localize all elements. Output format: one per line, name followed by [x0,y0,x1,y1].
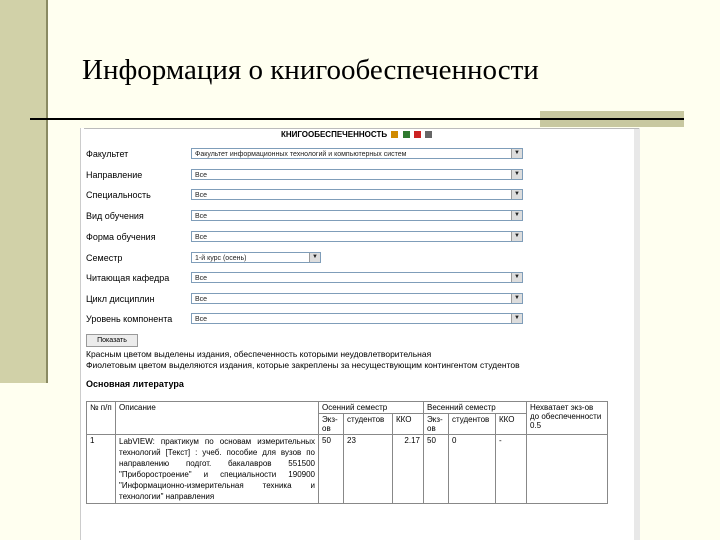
chevron-down-icon[interactable]: ▼ [511,294,522,303]
chevron-down-icon[interactable]: ▼ [511,149,522,158]
select-value: Факультет информационных технологий и компьютерных систем [195,151,407,158]
direction-select[interactable] [191,169,523,180]
embedded-screenshot [80,128,640,540]
chevron-down-icon[interactable]: ▼ [309,253,320,262]
row-spring-students: 0 [449,435,496,504]
component-level-select[interactable] [191,313,523,324]
select-value: Все [195,234,208,241]
header-autumn: Осенний семестр [319,402,424,414]
row-description: LabVIEW: практикум по основам измерительных технологий [Текст] : учеб. пособие для вузов по направлению подгот. бакалавров 551500 "Приборостроение" и специальности 190900 "Информационно-измерительная техника и технологии" направления [116,435,319,504]
chevron-down-icon[interactable]: ▼ [511,211,522,220]
header-spring-students: студентов [449,414,496,435]
table-header-row [87,402,608,414]
print-icon[interactable] [425,131,432,138]
add-icon[interactable] [403,131,410,138]
chevron-down-icon[interactable]: ▼ [511,232,522,241]
select-value: Все [195,316,208,323]
select-value: Все [195,192,208,199]
slide-title: Информация о книгообеспеченности [82,54,539,86]
select-value: Все [195,296,208,303]
filter-label: Специальность [86,190,151,200]
header-autumn-copies: Экз-ов [319,414,344,435]
header-num: № п/п [87,402,116,435]
semester-select[interactable] [191,252,321,263]
select-value: 1-й курс (осень) [195,255,247,262]
title-divider [30,118,684,120]
delete-icon[interactable] [414,131,421,138]
header-spring: Весенний семестр [424,402,527,414]
row-autumn-copies: 50 [319,435,344,504]
study-form-select[interactable] [191,231,523,242]
header-missing: Нехватает экз-ов до обеспеченности 0.5 [527,402,608,435]
specialty-select[interactable] [191,189,523,200]
scrollbar[interactable] [634,128,640,540]
row-num: 1 [87,435,116,504]
form-header [81,130,632,144]
note-red: Красным цветом выделены издания, обеспеченность которыми неудовлетворительная [86,349,432,359]
header-spring-kko: ККО [496,414,527,435]
header-autumn-kko: ККО [393,414,424,435]
department-select[interactable] [191,272,523,283]
filter-label: Факультет [86,149,129,159]
select-value: Все [195,213,208,220]
filter-label: Вид обучения [86,211,144,221]
header-desc: Описание [116,402,319,435]
filter-label: Форма обучения [86,232,156,242]
table-row [87,435,608,504]
select-value: Все [195,275,208,282]
chevron-down-icon[interactable]: ▼ [511,273,522,282]
edit-icon[interactable] [391,131,398,138]
filter-label: Семестр [86,253,123,263]
screenshot-top-border [84,128,639,129]
row-missing [527,435,608,504]
slide-side-bar-edge [46,0,48,383]
discipline-cycle-select[interactable] [191,293,523,304]
chevron-down-icon[interactable]: ▼ [511,170,522,179]
row-autumn-students: 23 [344,435,393,504]
filter-label: Уровень компонента [86,314,173,324]
filter-label: Направление [86,170,143,180]
form-header-title: КНИГООБЕСПЕЧЕННОСТЬ [280,130,388,139]
header-spring-copies: Экз-ов [424,414,449,435]
row-autumn-kko: 2.17 [393,435,424,504]
chevron-down-icon[interactable]: ▼ [511,190,522,199]
filter-label: Читающая кафедра [86,273,170,283]
filter-label: Цикл дисциплин [86,294,155,304]
literature-table [86,401,608,504]
slide-side-bar [0,0,46,383]
row-spring-copies: 50 [424,435,449,504]
row-spring-kko: - [496,435,527,504]
header-autumn-students: студентов [344,414,393,435]
chevron-down-icon[interactable]: ▼ [511,314,522,323]
faculty-select[interactable] [191,148,523,159]
section-title: Основная литература [86,379,184,389]
note-purple: Фиолетовым цветом выделяются издания, которые закреплены за несуществующим контингентом студентов [86,360,520,370]
show-button[interactable]: Показать [86,334,138,347]
select-value: Все [195,172,208,179]
study-type-select[interactable] [191,210,523,221]
